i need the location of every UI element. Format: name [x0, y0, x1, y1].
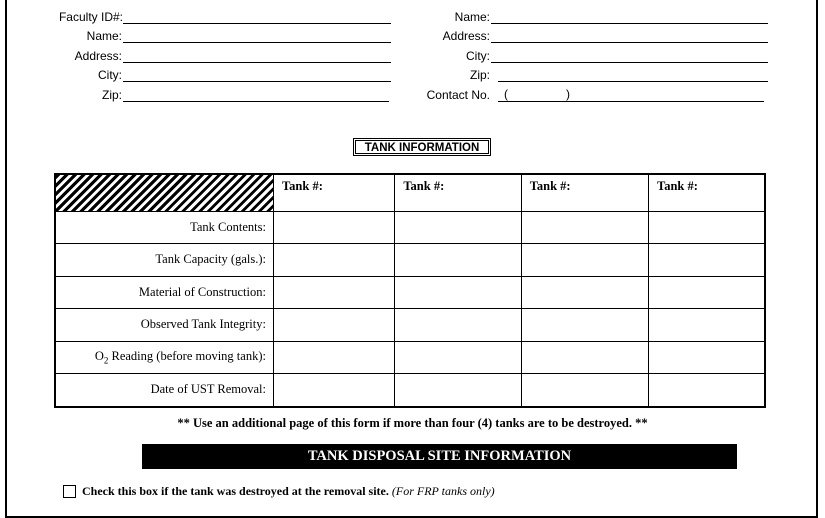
left-field-city[interactable]	[20, 68, 122, 84]
left-field-address[interactable]	[20, 49, 122, 65]
field-label: City:	[98, 68, 122, 82]
tank-cell[interactable]	[521, 341, 648, 374]
tank-cell[interactable]	[273, 374, 394, 407]
tank-cell[interactable]	[649, 374, 765, 407]
table-row	[55, 276, 765, 309]
checkbox-label: Check this box if the tank was destroyed at the removal site.	[82, 484, 389, 498]
tank-cell[interactable]	[521, 244, 648, 277]
o2-label-sub: 2	[103, 355, 109, 366]
city-line[interactable]	[123, 81, 391, 82]
hatched-corner-cell	[55, 174, 273, 211]
tank-info-table	[54, 173, 766, 408]
left-field-name[interactable]	[20, 29, 122, 45]
address-line[interactable]	[123, 62, 391, 63]
tank-information-title-text: TANK INFORMATION	[355, 140, 489, 154]
frp-checkbox-row[interactable]	[63, 484, 495, 499]
right-field-contact-no[interactable]	[400, 88, 490, 104]
tank-cell[interactable]	[395, 309, 521, 342]
left-field-faculty-id[interactable]	[20, 10, 123, 26]
zip-line[interactable]	[123, 101, 389, 102]
contact-no-line[interactable]	[498, 101, 764, 102]
tank-cell[interactable]	[521, 276, 648, 309]
city-line[interactable]	[491, 62, 768, 63]
row-label-removal-date: Date of UST Removal:	[55, 374, 273, 407]
table-row	[55, 244, 765, 277]
name-line[interactable]	[491, 23, 768, 24]
tank-cell[interactable]	[649, 341, 765, 374]
tank-cell[interactable]	[273, 309, 394, 342]
tank-number-header[interactable]: Tank #:	[273, 174, 394, 211]
row-label-material: Material of Construction:	[55, 276, 273, 309]
tank-cell[interactable]	[521, 211, 648, 244]
tank-cell[interactable]	[521, 309, 648, 342]
tank-cell[interactable]	[395, 211, 521, 244]
field-label: Faculty ID#:	[58, 10, 123, 24]
tank-cell[interactable]	[273, 341, 394, 374]
tank-cell[interactable]	[649, 244, 765, 277]
contact-open-paren: (	[504, 87, 508, 101]
table-row	[55, 211, 765, 244]
o2-label-pre: O	[94, 349, 104, 363]
tank-cell[interactable]	[649, 276, 765, 309]
field-label: Address:	[442, 29, 490, 43]
checkbox-note: (For FRP tanks only)	[391, 484, 495, 498]
table-row	[55, 341, 765, 374]
tank-cell[interactable]	[395, 341, 521, 374]
field-label: Address:	[74, 49, 122, 63]
tank-cell[interactable]	[649, 211, 765, 244]
zip-line[interactable]	[498, 81, 768, 82]
disposal-site-banner: TANK DISPOSAL SITE INFORMATION	[142, 444, 737, 469]
additional-page-note: ** Use an additional page of this form if more than four (4) tanks are to be destroyed. **	[177, 416, 648, 430]
row-label-o2-reading	[55, 341, 273, 374]
table-row	[55, 309, 765, 342]
right-field-address[interactable]	[400, 29, 490, 45]
tank-cell[interactable]	[395, 276, 521, 309]
row-label-tank-contents: Tank Contents:	[55, 211, 273, 244]
table-row	[55, 374, 765, 407]
field-label: Zip:	[101, 88, 122, 102]
table-header-row	[55, 174, 765, 211]
row-label-tank-capacity: Tank Capacity (gals.):	[55, 244, 273, 277]
tank-cell[interactable]	[395, 374, 521, 407]
tank-cell[interactable]	[649, 309, 765, 342]
tank-cell[interactable]	[273, 244, 394, 277]
contact-close-paren: )	[566, 87, 570, 101]
tank-number-header[interactable]: Tank #:	[649, 174, 765, 211]
tank-cell[interactable]	[273, 211, 394, 244]
left-field-zip[interactable]	[20, 88, 122, 104]
field-label: Name:	[86, 29, 122, 43]
name-line[interactable]	[123, 42, 391, 43]
tank-number-header[interactable]: Tank #:	[521, 174, 648, 211]
o2-label-post: Reading (before moving tank):	[108, 349, 266, 363]
field-label: Contact No.	[426, 88, 490, 102]
tank-cell[interactable]	[521, 374, 648, 407]
field-label: Name:	[454, 10, 490, 24]
faculty-id-line[interactable]	[123, 23, 391, 24]
tank-number-header[interactable]: Tank #:	[395, 174, 521, 211]
field-label: Zip:	[469, 68, 490, 82]
right-field-name[interactable]	[400, 10, 490, 26]
address-line[interactable]	[491, 42, 768, 43]
right-field-city[interactable]	[400, 49, 490, 65]
right-field-zip[interactable]	[400, 68, 490, 84]
tank-cell[interactable]	[273, 276, 394, 309]
tank-cell[interactable]	[395, 244, 521, 277]
tank-information-title	[353, 138, 491, 156]
field-label: City:	[466, 49, 490, 63]
frp-checkbox[interactable]	[63, 485, 76, 498]
row-label-integrity: Observed Tank Integrity:	[55, 309, 273, 342]
